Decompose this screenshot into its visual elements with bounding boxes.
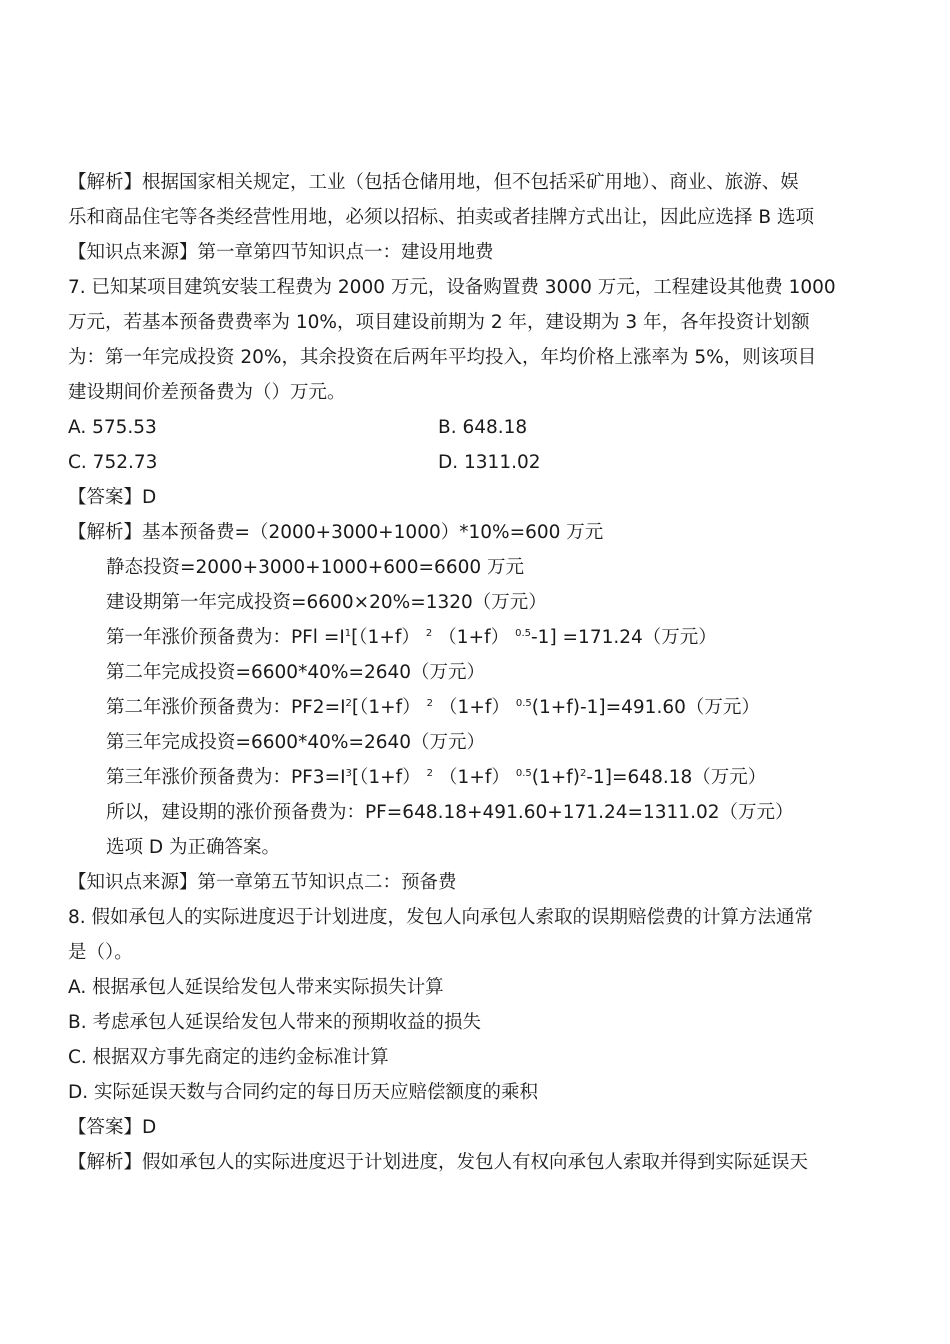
q6-analysis-line-1: 【解析】根据国家相关规定，工业（包括仓储用地，但不包括采矿用地）、商业、旅游、娱 bbox=[68, 172, 799, 193]
q7-stem-line-1: 7. 已知某项目建筑安装工程费为 2000 万元，设备购置费 3000 万元，工程建设其他费 1000 bbox=[68, 277, 836, 298]
q7-year1-price-reserve bbox=[106, 626, 717, 650]
formula-text: （1+f） bbox=[439, 767, 510, 788]
formula-text: (1+f)-1]=491.60（万元） bbox=[531, 697, 760, 718]
formula-text: 第一年涨价预备费为：PFl =I bbox=[106, 627, 345, 648]
q7-year1-investment: 建设期第一年完成投资=6600×20%=1320（万元） bbox=[106, 592, 547, 613]
exponent: 2 bbox=[345, 698, 352, 709]
q7-year3-price-reserve bbox=[106, 766, 766, 790]
q8-stem-line-2: 是（）。 bbox=[68, 942, 133, 963]
formula-text: -1] =171.24（万元） bbox=[531, 627, 717, 648]
q7-option-b: B. 648.18 bbox=[438, 417, 528, 438]
formula-text: [（1+f） bbox=[351, 627, 420, 648]
q7-year2-investment: 第二年完成投资=6600*40%=2640（万元） bbox=[106, 662, 486, 683]
formula-text: （1+f） bbox=[439, 697, 510, 718]
exponent: 3 bbox=[345, 768, 352, 779]
exponent: 0.5 bbox=[515, 768, 532, 779]
q7-knowledge-source: 【知识点来源】第一章第五节知识点二：预备费 bbox=[68, 872, 457, 893]
exponent: 2 bbox=[579, 768, 587, 779]
q7-answer: 【答案】D bbox=[68, 487, 157, 508]
q7-conclusion: 选项 D 为正确答案。 bbox=[106, 837, 281, 858]
q7-year3-investment: 第三年完成投资=6600*40%=2640（万元） bbox=[106, 732, 486, 753]
q7-stem-line-2: 万元，若基本预备费费率为 10%，项目建设前期为 2 年，建设期为 3 年，各年投资计划额 bbox=[68, 312, 810, 333]
q8-answer: 【答案】D bbox=[68, 1117, 157, 1138]
formula-text: （1+f） bbox=[438, 627, 510, 648]
exponent: 1 bbox=[344, 628, 352, 639]
q7-option-d: D. 1311.02 bbox=[438, 452, 541, 473]
q6-analysis-line-2: 乐和商品住宅等各类经营性用地，必须以招标、拍卖或者挂牌方式出让，因此应选择 B 选项 bbox=[68, 207, 814, 228]
q8-option-a: A. 根据承包人延误给发包人带来实际损失计算 bbox=[68, 977, 444, 998]
q8-stem-line-1: 8. 假如承包人的实际进度迟于计划进度，发包人向承包人索取的误期赔偿费的计算方法通常 bbox=[68, 907, 814, 928]
formula-text: 第三年涨价预备费为：PF3=I bbox=[106, 767, 346, 788]
formula-text: (1+f) bbox=[531, 767, 580, 788]
q8-option-b: B. 考虑承包人延误给发包人带来的预期收益的损失 bbox=[68, 1012, 481, 1033]
q8-option-d: D. 实际延误天数与合同约定的每日历天应赔偿额度的乘积 bbox=[68, 1082, 539, 1103]
q6-knowledge-source: 【知识点来源】第一章第四节知识点一：建设用地费 bbox=[68, 242, 494, 263]
q7-option-c: C. 752.73 bbox=[68, 452, 158, 473]
q8-analysis-line-1: 【解析】假如承包人的实际进度迟于计划进度，发包人有权向承包人索取并得到实际延误天 bbox=[68, 1152, 809, 1173]
formula-text: [（1+f） bbox=[351, 697, 421, 718]
q7-analysis-head: 【解析】基本预备费=（2000+3000+1000）*10%=600 万元 bbox=[68, 522, 604, 543]
q7-stem-line-4: 建设期间价差预备费为（）万元。 bbox=[68, 382, 346, 403]
q7-option-a: A. 575.53 bbox=[68, 417, 157, 438]
exponent: 2 bbox=[426, 768, 434, 779]
formula-text: -1]=648.18（万元） bbox=[586, 767, 767, 788]
q7-total-price-reserve: 所以，建设期的涨价预备费为：PF=648.18+491.60+171.24=1311.02（万元） bbox=[106, 802, 794, 823]
q7-year2-price-reserve bbox=[106, 696, 760, 720]
exponent: 2 bbox=[426, 698, 434, 709]
exponent: 2 bbox=[425, 628, 433, 639]
formula-text: [（1+f） bbox=[351, 767, 421, 788]
exponent: 0.5 bbox=[515, 698, 532, 709]
q7-static-investment: 静态投资=2000+3000+1000+600=6600 万元 bbox=[106, 557, 525, 578]
q8-option-c: C. 根据双方事先商定的违约金标准计算 bbox=[68, 1047, 389, 1068]
formula-text: 第二年涨价预备费为：PF2=I bbox=[106, 697, 346, 718]
q7-stem-line-3: 为：第一年完成投资 20%，其余投资在后两年平均投入，年均价格上涨率为 5%，则该项目 bbox=[68, 347, 817, 368]
exponent: 0.5 bbox=[515, 628, 531, 639]
